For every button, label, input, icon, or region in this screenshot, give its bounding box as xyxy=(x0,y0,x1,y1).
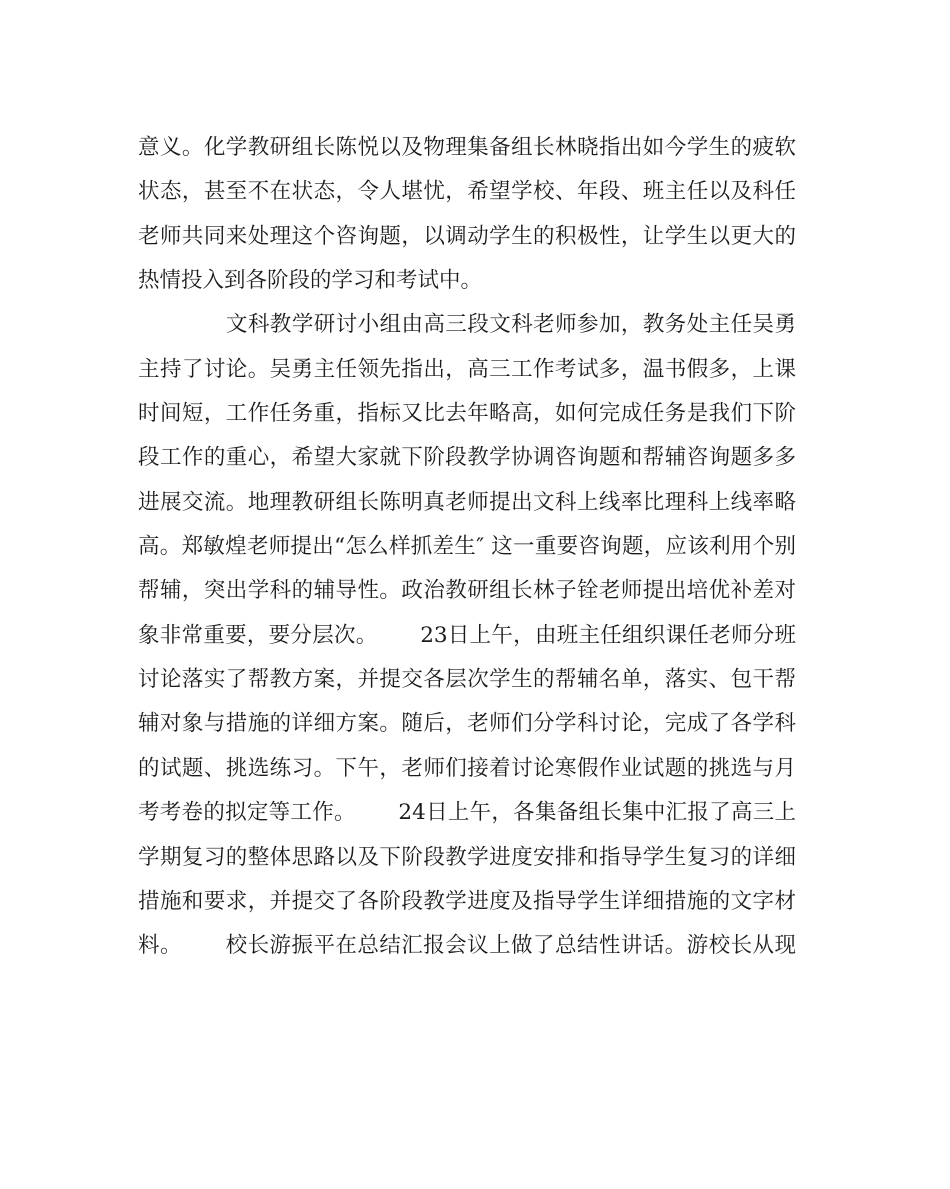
text-line: 的试题、挑选练习。下午，老师们接着讨论寒假作业试题的挑选与月 xyxy=(138,755,796,781)
text-line: 料。 校长游振平在总结汇报会议上做了总结性讲话。游校长从现 xyxy=(138,933,796,959)
text-line: 意义。化学教研组长陈悦以及物理集备组长林晓指出如今学生的疲软 xyxy=(138,135,796,160)
text-line: 段工作的重心，希望大家就下阶段教学协调咨询题和帮辅咨询题多多 xyxy=(138,445,796,471)
text-line: 措施和要求，并提交了各阶段教学进度及指导学生详细措施的文字材 xyxy=(138,888,796,914)
text-line: 热情投入到各阶段的学习和考试中。 xyxy=(138,268,483,294)
text-line: 时间短，工作任务重，指标又比去年略高，如何完成任务是我们下阶 xyxy=(138,401,796,427)
text-line: 学期复习的整体思路以及下阶段教学进度安排和指导学生复习的详细 xyxy=(138,844,796,870)
paragraph-start-line: 文科教学研讨小组由高三段文科老师参加，教务处主任吴勇 xyxy=(226,312,796,338)
text-line: 状态，甚至不在状态，令人堪忧，希望学校、年段、班主任以及科任 xyxy=(138,179,796,205)
document-body xyxy=(138,126,796,969)
text-line: 辅对象与措施的详细方案。随后，老师们分学科讨论，完成了各学科 xyxy=(138,711,796,737)
text-line: 讨论落实了帮教方案，并提交各层次学生的帮辅名单，落实、包干帮 xyxy=(138,667,796,693)
text-line: 进展交流。地理教研组长陈明真老师提出文科上线率比理科上线率略 xyxy=(138,489,796,515)
text-line: 老师共同来处理这个咨询题，以调动学生的积极性，让学生以更大的 xyxy=(138,223,796,249)
text-line: 象非常重要，要分层次。 23日上午，由班主任组织课任老师分班 xyxy=(138,622,796,648)
text-line: 主持了讨论。吴勇主任领先指出，高三工作考试多，温书假多，上课 xyxy=(138,356,796,382)
text-line: 高。郑敏煌老师提出“怎么样抓差生″ 这一重要咨询题，应该利用个别 xyxy=(138,534,796,560)
text-line: 帮辅，突出学科的辅导性。政治教研组长林子铨老师提出培优补差对 xyxy=(138,578,796,604)
text-line: 考考卷的拟定等工作。 24日上午，各集备组长集中汇报了高三上 xyxy=(138,800,796,826)
